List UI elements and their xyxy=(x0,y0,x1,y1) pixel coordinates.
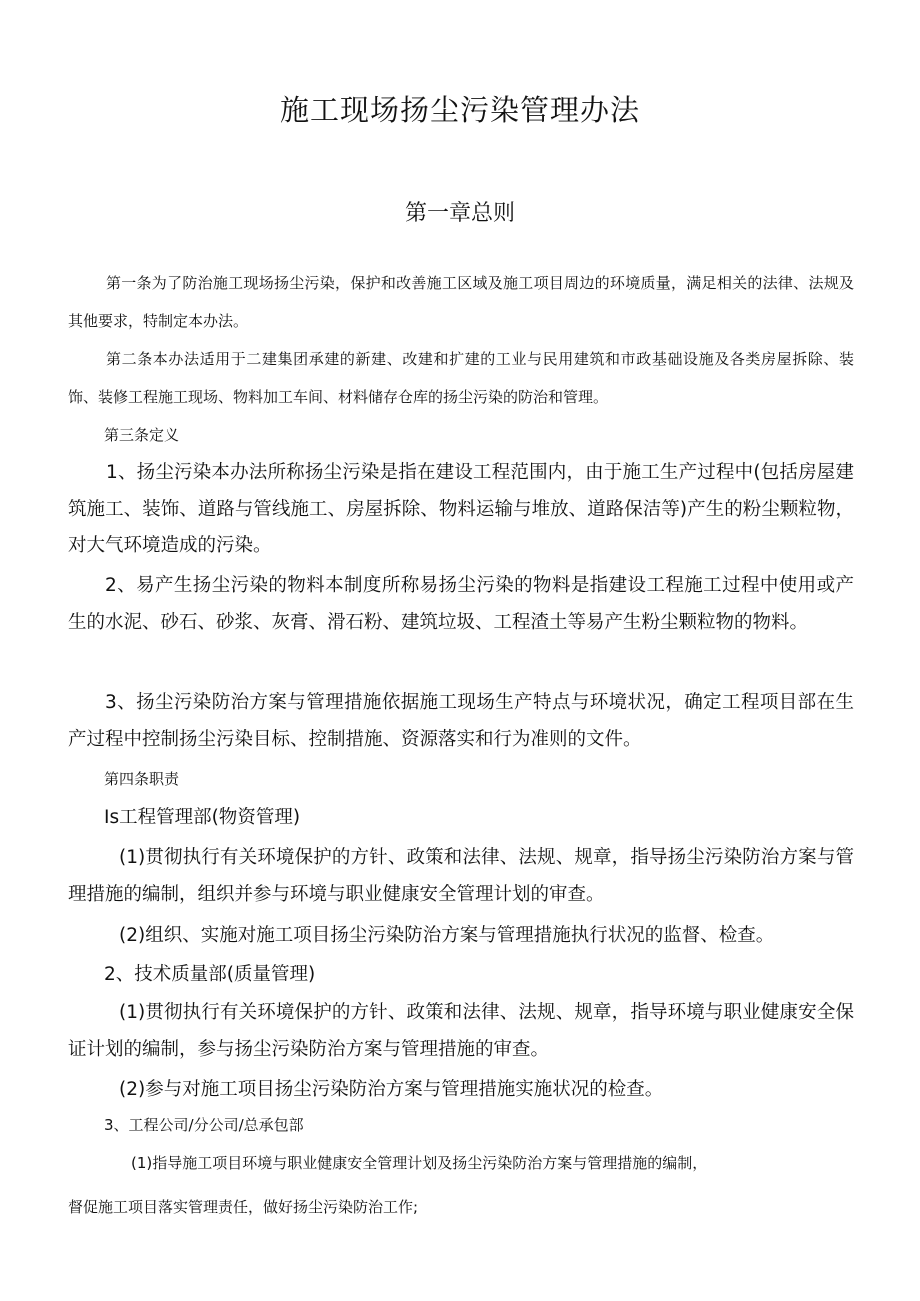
duty-1-item-1: (1)贯彻执行有关环境保护的方针、政策和法律、法规、规章，指导扬尘污染防治方案与管理措施的编制，组织并参与环境与职业健康安全管理计划的审查。 xyxy=(68,847,854,905)
definition-2-paragraph: 2、易产生扬尘污染的物料本制度所称易扬尘污染的物料是指建设工程施工过程中使用或产生的水泥、砂石、砂浆、灰膏、滑石粉、建筑垃圾、工程渣土等易产生粉尘颗粒物的物料。 xyxy=(68,575,854,633)
article-2-paragraph: 第二条本办法适用于二建集团承建的新建、改建和扩建的工业与民用建筑和市政基础设施及各类房屋拆除、装饰、装修工程施工现场、物料加工车间、材料储存仓库的扬尘污染的防治和管理。 xyxy=(68,350,854,406)
article-1-paragraph: 第一条为了防治施工现场扬尘污染，保护和改善施工区域及施工项目周边的环境质量，满足相关的法律、法规及其他要求，特制定本办法。 xyxy=(68,274,854,330)
duty-1-heading: Is工程管理部(物资管理) xyxy=(104,807,301,828)
definition-3-paragraph: 3、扬尘污染防治方案与管理措施依据施工现场生产特点与环境状况，确定工程项目部在生产过程中控制扬尘污染目标、控制措施、资源落实和行为准则的文件。 xyxy=(68,692,854,750)
duty-3-heading: 3、工程公司/分公司/总承包部 xyxy=(104,1116,304,1134)
document-title: 施工现场扬尘污染管理办法 xyxy=(279,93,640,127)
duty-2-item-2: (2)参与对施工项目扬尘污染防治方案与管理措施实施状况的检查。 xyxy=(119,1079,664,1100)
duty-3-item-1: (1)指导施工项目环境与职业健康安全管理计划及扬尘污染防治方案与管理措施的编制， xyxy=(131,1154,708,1172)
chapter-heading: 第一章总则 xyxy=(404,201,515,226)
duty-1-item-2: (2)组织、实施对施工项目扬尘污染防治方案与管理措施执行状况的监督、检查。 xyxy=(119,925,775,946)
article-4-heading: 第四条职责 xyxy=(104,770,180,788)
definition-1-paragraph: 1、扬尘污染本办法所称扬尘污染是指在建设工程范围内，由于施工生产过程中(包括房屋建筑施工、装饰、道路与管线施工、房屋拆除、物料运输与堆放、道路保洁等)产生的粉尘颗粒物，对大气环境造成的污染。 xyxy=(68,462,854,556)
duty-3-item-1-continued: 督促施工项目落实管理责任，做好扬尘污染防治工作; xyxy=(68,1198,419,1216)
duty-2-heading: 2、技术质量部(质量管理) xyxy=(104,964,316,985)
article-3-heading: 第三条定义 xyxy=(104,426,180,444)
duty-2-item-1: (1)贯彻执行有关环境保护的方针、政策和法律、法规、规章，指导环境与职业健康安全保证计划的编制，参与扬尘污染防治方案与管理措施的审查。 xyxy=(68,1002,854,1060)
